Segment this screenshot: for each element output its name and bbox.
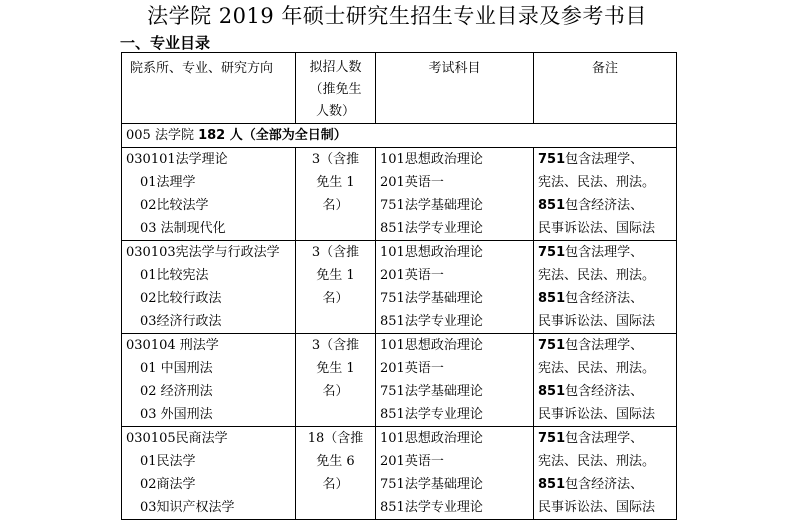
quota-line: 免生 1	[316, 268, 355, 283]
exam-cell	[376, 148, 534, 241]
direction-item: 03 法制现代化	[140, 221, 226, 236]
exam-subject: 201英语一	[380, 268, 444, 283]
remark-code: 851	[538, 198, 566, 213]
header-exam-subjects: 考试科目	[376, 53, 534, 124]
remark-line	[538, 264, 676, 287]
major-cell	[122, 334, 296, 427]
department-cell	[122, 124, 677, 148]
remark-text: 包含经济法、	[565, 384, 644, 399]
table-header-row	[122, 53, 677, 124]
exam-subject: 101思想政治理论	[380, 152, 483, 167]
exam-subject: 751法学基础理论	[380, 384, 483, 399]
major-cell	[122, 427, 296, 520]
exam-subject: 851法学专业理论	[380, 407, 483, 422]
remark-line	[538, 171, 676, 194]
remark-code: 751	[538, 431, 566, 446]
remark-text: 包含法理学、	[565, 431, 644, 446]
remark-code: 751	[538, 152, 566, 167]
header-department-major-direction: 院系所、专业、研究方向	[122, 53, 296, 124]
exam-cell	[376, 427, 534, 520]
header-remarks: 备注	[534, 53, 677, 124]
direction-item: 01比较宪法	[140, 268, 209, 283]
exam-subject: 751法学基础理论	[380, 198, 483, 213]
remark-text: 民事诉讼法、国际法	[538, 221, 656, 236]
remark-line	[538, 148, 676, 171]
quota-line: 名）	[322, 198, 349, 213]
quota-line: 名）	[322, 291, 349, 306]
quota-line: 免生 1	[316, 175, 355, 190]
remark-line	[538, 427, 676, 450]
major-catalog-table	[121, 52, 677, 520]
remark-line	[538, 450, 676, 473]
remark-text: 民事诉讼法、国际法	[538, 407, 656, 422]
quota-cell	[296, 334, 376, 427]
major-row	[122, 241, 677, 334]
quota-cell	[296, 241, 376, 334]
exam-subject: 101思想政治理论	[380, 431, 483, 446]
exam-cell	[376, 241, 534, 334]
remark-text: 包含法理学、	[565, 338, 644, 353]
remark-code: 851	[538, 384, 566, 399]
header-enrollment-line: （推免生	[309, 82, 362, 97]
section-heading: 一、专业目录	[120, 34, 211, 52]
remark-code: 751	[538, 245, 566, 260]
department-code-name: 005 法学院	[126, 128, 194, 143]
page-title: 法学院 2019 年硕士研究生招生专业目录及参考书目	[147, 4, 647, 28]
direction-item: 01 中国刑法	[140, 361, 213, 376]
remark-line	[538, 334, 676, 357]
exam-subject: 851法学专业理论	[380, 221, 483, 236]
remarks-cell	[534, 427, 677, 520]
direction-item: 03 外国刑法	[140, 407, 213, 422]
remark-code: 851	[538, 477, 566, 492]
major-name: 030101法学理论	[126, 152, 228, 167]
direction-item: 03知识产权法学	[140, 500, 235, 515]
quota-line: 3（含推	[311, 338, 360, 353]
remark-line	[538, 403, 676, 426]
exam-subject: 851法学专业理论	[380, 314, 483, 329]
remark-text: 包含经济法、	[565, 477, 644, 492]
direction-item: 03经济行政法	[140, 314, 222, 329]
major-row	[122, 334, 677, 427]
quota-line: 3（含推	[311, 245, 360, 260]
direction-item: 02比较行政法	[140, 291, 222, 306]
quota-line: 免生 6	[316, 454, 355, 469]
remark-line	[538, 380, 676, 403]
remark-text: 宪法、民法、刑法。	[538, 175, 656, 190]
quota-line: 18（含推	[307, 431, 364, 446]
remark-line	[538, 241, 676, 264]
major-cell	[122, 241, 296, 334]
exam-subject: 851法学专业理论	[380, 500, 483, 515]
quota-line: 3（含推	[311, 152, 360, 167]
exam-subject: 201英语一	[380, 175, 444, 190]
major-name: 030103宪法学与行政法学	[126, 245, 280, 260]
remark-line	[538, 357, 676, 380]
exam-subject: 101思想政治理论	[380, 245, 483, 260]
direction-item: 01民法学	[140, 454, 196, 469]
remark-text: 包含法理学、	[565, 245, 644, 260]
major-cell	[122, 148, 296, 241]
header-enrollment-line: 人数）	[315, 104, 355, 119]
exam-subject: 201英语一	[380, 361, 444, 376]
remark-text: 民事诉讼法、国际法	[538, 500, 656, 515]
header-enrollment-count	[296, 53, 376, 124]
remark-line	[538, 473, 676, 496]
major-name: 030104 刑法学	[126, 338, 219, 353]
direction-item: 01法理学	[140, 175, 196, 190]
department-row	[122, 124, 677, 148]
remark-line	[538, 194, 676, 217]
exam-subject: 751法学基础理论	[380, 291, 483, 306]
remark-text: 包含法理学、	[565, 152, 644, 167]
remark-line	[538, 287, 676, 310]
remark-text: 宪法、民法、刑法。	[538, 454, 656, 469]
quota-cell	[296, 148, 376, 241]
exam-subject: 201英语一	[380, 454, 444, 469]
exam-cell	[376, 334, 534, 427]
major-row	[122, 427, 677, 520]
remark-text: 包含经济法、	[565, 198, 644, 213]
remarks-cell	[534, 241, 677, 334]
remark-line	[538, 310, 676, 333]
quota-line: 名）	[322, 477, 349, 492]
remark-line	[538, 217, 676, 240]
remarks-cell	[534, 148, 677, 241]
remark-code: 751	[538, 338, 566, 353]
quota-line: 免生 1	[316, 361, 355, 376]
remark-text: 民事诉讼法、国际法	[538, 314, 656, 329]
direction-item: 02比较法学	[140, 198, 209, 213]
header-enrollment-line: 拟招人数	[309, 60, 362, 75]
exam-subject: 101思想政治理论	[380, 338, 483, 353]
major-row	[122, 148, 677, 241]
exam-subject: 751法学基础理论	[380, 477, 483, 492]
remark-text: 宪法、民法、刑法。	[538, 361, 656, 376]
remark-text: 宪法、民法、刑法。	[538, 268, 656, 283]
remark-text: 包含经济法、	[565, 291, 644, 306]
direction-item: 02商法学	[140, 477, 196, 492]
direction-item: 02 经济刑法	[140, 384, 213, 399]
remarks-cell	[534, 334, 677, 427]
department-count: 182 人（全部为全日制）	[198, 128, 347, 143]
major-name: 030105民商法学	[126, 431, 228, 446]
remark-code: 851	[538, 291, 566, 306]
quota-line: 名）	[322, 384, 349, 399]
quota-cell	[296, 427, 376, 520]
